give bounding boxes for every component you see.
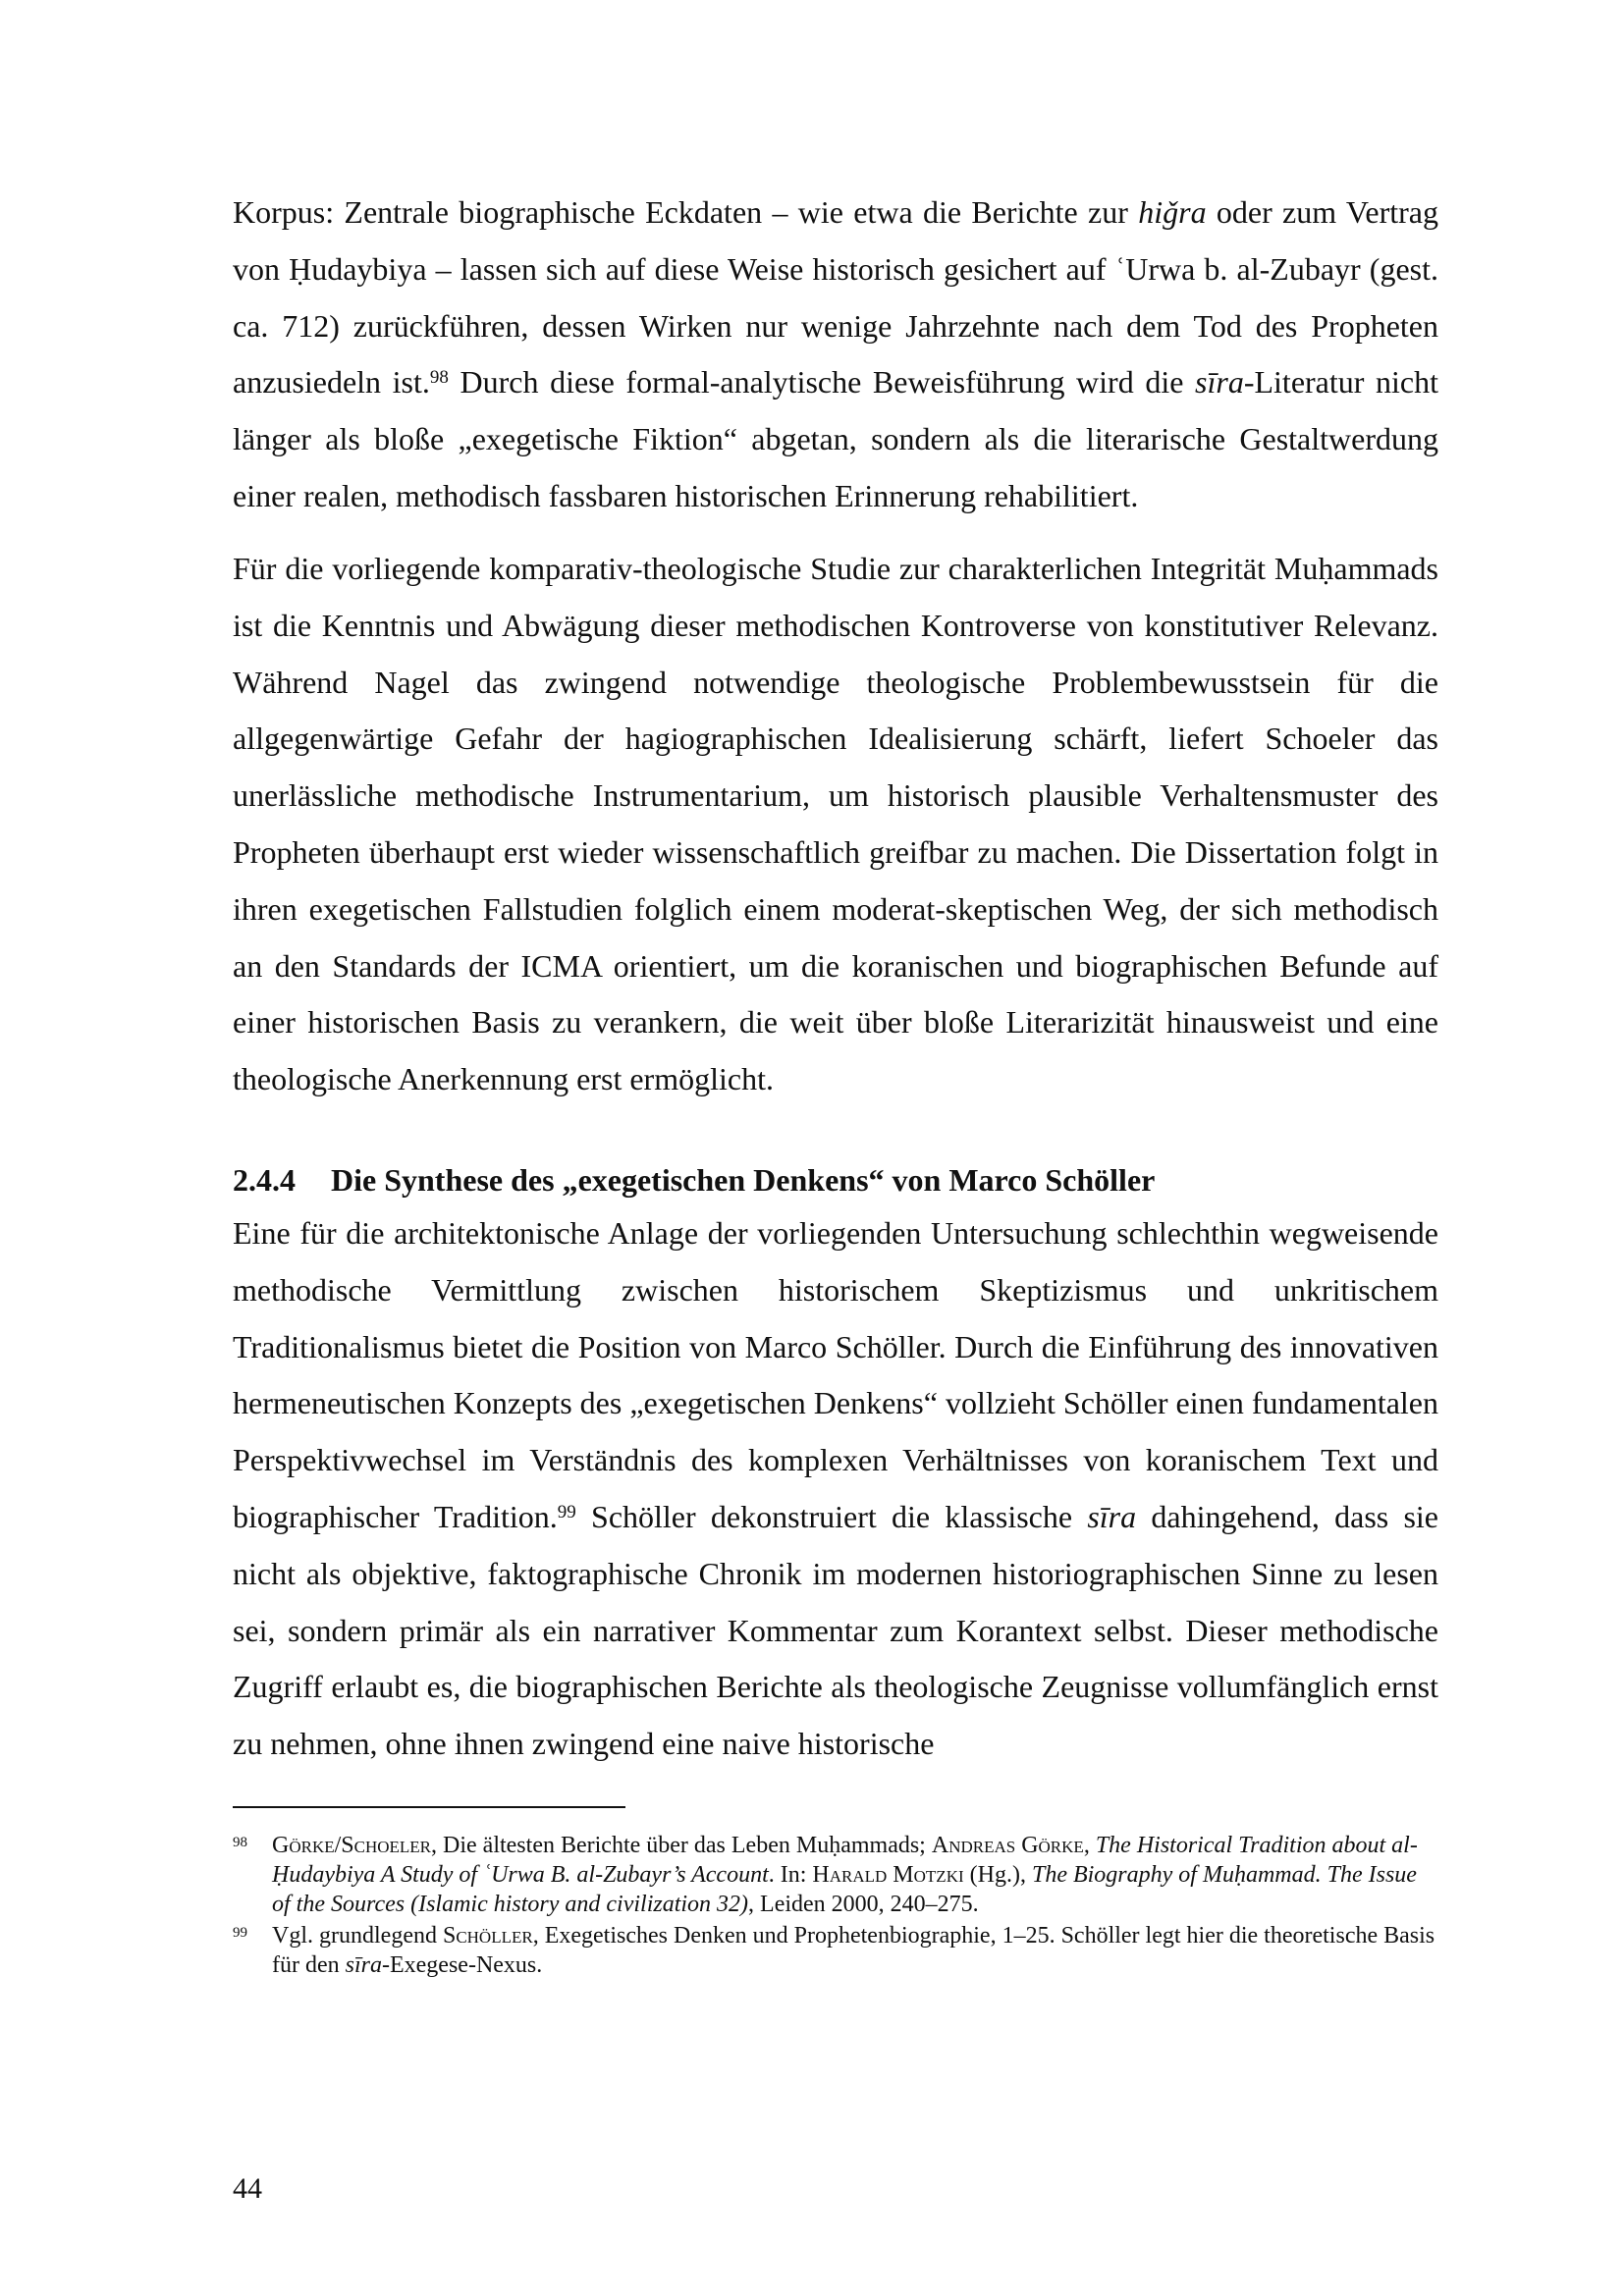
page-number: 44 (233, 2172, 262, 2205)
paragraph-3 (233, 1205, 1438, 1773)
footnote-ref-98[interactable]: 98 (429, 367, 449, 389)
footnotes (233, 1831, 1438, 1982)
section-title: Die Synthese des „exegetischen Denkens“ von Marco Schöller (331, 1162, 1156, 1198)
footnote-number: 99 (233, 1925, 247, 1941)
footnote-ref-99[interactable]: 99 (557, 1501, 576, 1522)
footnote-number: 98 (233, 1835, 247, 1850)
paragraph-2 (233, 541, 1438, 1108)
footnote-99: 99 Vgl. grundlegend Schöller, Exegetisches Denken und Prophetenbiographie, 1–25. Schöller legt hier die theoretische Basis für den sīra-Exegese-Nexus. (233, 1921, 1438, 1980)
paragraph-2-text: Für die vorliegende komparativ-theologische Studie zur charakterlichen Integrität Muḥammads ist die Kenntnis und Abwägung dieser methodischen Kontroverse von konstitutiver Relevanz. Während Nagel das zwingend notwendige theologische Problembewusstsein für die allgegenwärtige Gefahr der hagiographischen Idealisierung schärft, liefert Schoeler das unerlässliche methodische Instrumentarium, um historisch plausible Verhaltensmuster des Propheten überhaupt erst wieder wissenschaftlich greifbar zu machen. Die Dissertation folgt in ihren exegetischen Fallstudien folglich einem moderat-skeptischen Weg, der sich methodisch an den Standards der ICMA orientiert, um die koranischen und biographischen Befunde auf einer historischen Basis zu verankern, die weit über bloße Literarizität hinausweist und eine theologische Anerkennung erst ermöglicht. (233, 551, 1438, 1097)
section-number: 2.4.4 (233, 1162, 296, 1198)
section-heading (233, 1158, 1155, 1201)
footnote-98: 98 Görke/Schoeler, Die ältesten Berichte über das Leben Muḥammads; Andreas Görke, The Historical Tradition about al-Ḥudaybiya A Study of ʿUrwa B. al-Zubayr’s Account. In: Harald Motzki (Hg.), The Biography of Muḥammad. The Issue of the Sources (Islamic history and civilization 32), Leiden 2000, 240–275. (233, 1831, 1438, 1919)
paragraph-1-text: Korpus: Zentrale biographische Eckdaten – wie etwa die Berichte zur hiǧra oder zum Vertrag von Ḥudaybiya – lassen sich auf diese Weise historisch gesichert auf ʿUrwa b. al-Zubayr (gest. ca. 712) zurückführen, dessen Wirken nur wenige Jahrzehnte nach dem Tod des Propheten anzusiedeln ist.$^{98}$ Durch diese formal-analytische Beweisführung wird die sīra-Literatur nicht länger als bloße „exegetische Fiktion“ abgetan, sondern als die literarische Gestaltwerdung einer realen, methodisch fassbaren historischen Erinnerung rehabilitiert. (233, 194, 1439, 513)
paragraph-1 (233, 185, 1438, 525)
paragraph-3-text: Eine für die architektonische Anlage der vorliegenden Untersuchung schlechthin wegweisende methodische Vermittlung zwischen historischem Skeptizismus und unkritischem Traditionalismus bietet die Position von Marco Schöller. Durch die Einführung des innovativen hermeneutischen Konzepts des „exegetischen Denkens“ vollzieht Schöller einen fundamentalen Perspektivwechsel im Verständnis des komplexen Verhältnisses von koranischem Text und biographischer Tradition.$^{99}$ Schöller dekonstruiert die klassische sīra dahingehend, dass sie nicht als objektive, faktographische Chronik im modernen historiographischen Sinne zu lesen sei, sondern primär als ein narrativer Kommentar zum Korantext selbst. Dieser methodische Zugriff erlaubt es, die biographischen Berichte als theologische Zeugnisse vollumfänglich ernst zu nehmen, ohne ihnen zwingend eine naive historische (233, 1215, 1439, 1762)
footnote-separator (233, 1806, 625, 1808)
